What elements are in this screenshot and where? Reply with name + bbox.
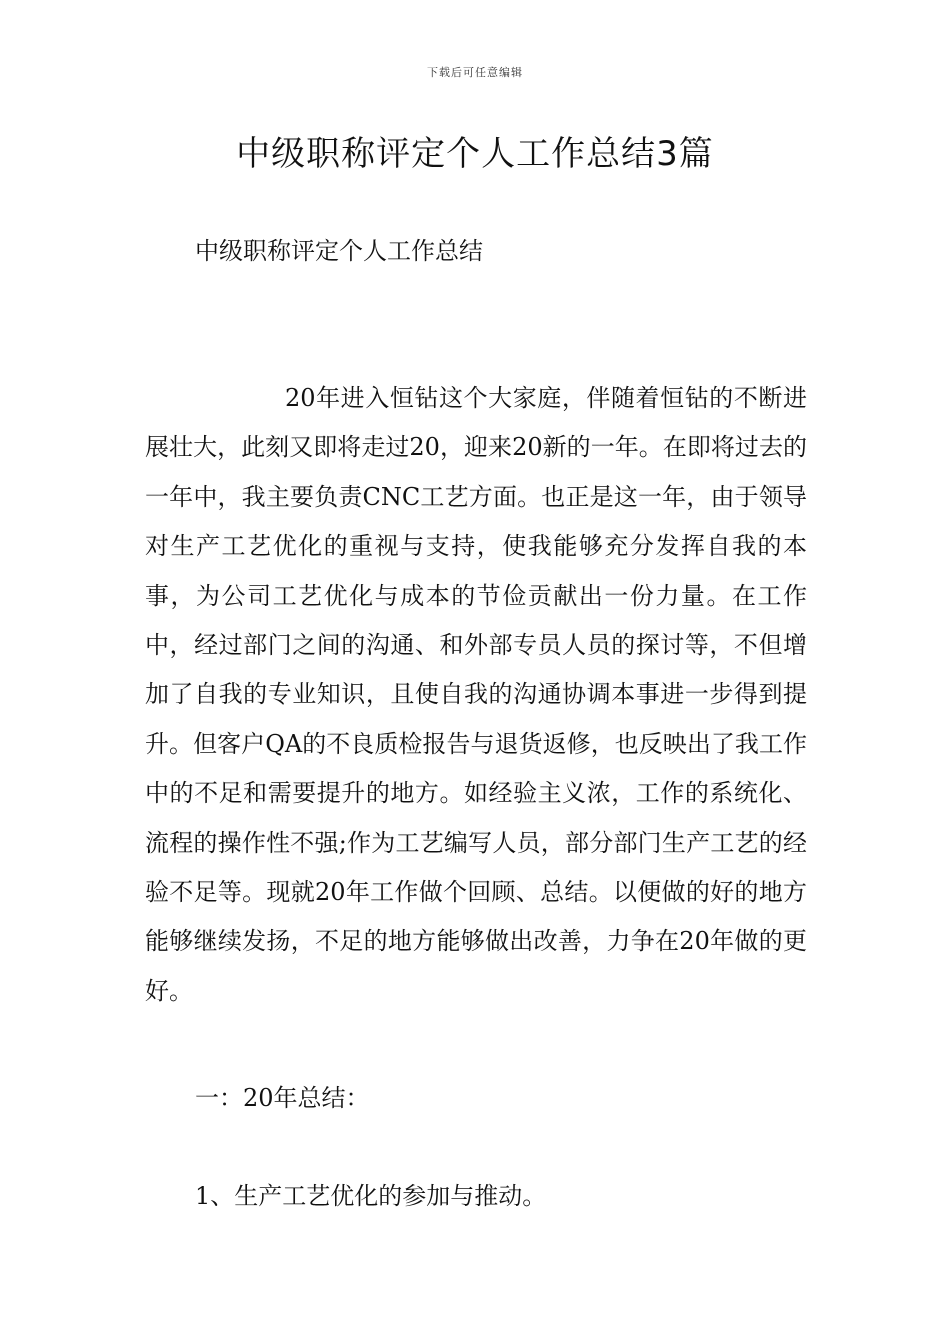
document-title: 中级职称评定个人工作总结3篇 bbox=[236, 134, 714, 174]
body-paragraph: 20年进入恒钻这个大家庭，伴随着恒钻的不断进展壮大，此刻又即将走过20，迎来20新的一年。在即将过去的一年中，我主要负责CNC工艺方面。也正是这一年，由于领导对生产工艺优化的重视与支持，使我能够充分发挥自我的本事，为公司工艺优化与成本的节俭贡献出一份力量。在工作中，经过部门之间的沟通、和外部专员人员的探讨等，不但增加了自我的专业知识，且使自我的沟通协调本事进一步得到提升。但客户QA的不良质检报告与退货返修，也反映出了我工作中的不足和需要提升的地方。如经验主义浓，工作的系统化、流程的操作性不强;作为工艺编写人员，部分部门生产工艺的经验不足等。现就20年工作做个回顾、总结。以便做的好的地方能够继续发扬，不足的地方能够做出改善，力争在20年做的更好。 bbox=[145, 384, 807, 1005]
header-note: 下载后可任意编辑 bbox=[427, 66, 523, 79]
item-heading: 1、生产工艺优化的参加与推动。 bbox=[195, 1182, 547, 1210]
section-heading: 一：20年总结： bbox=[195, 1084, 370, 1112]
document-subtitle: 中级职称评定个人工作总结 bbox=[195, 237, 483, 265]
